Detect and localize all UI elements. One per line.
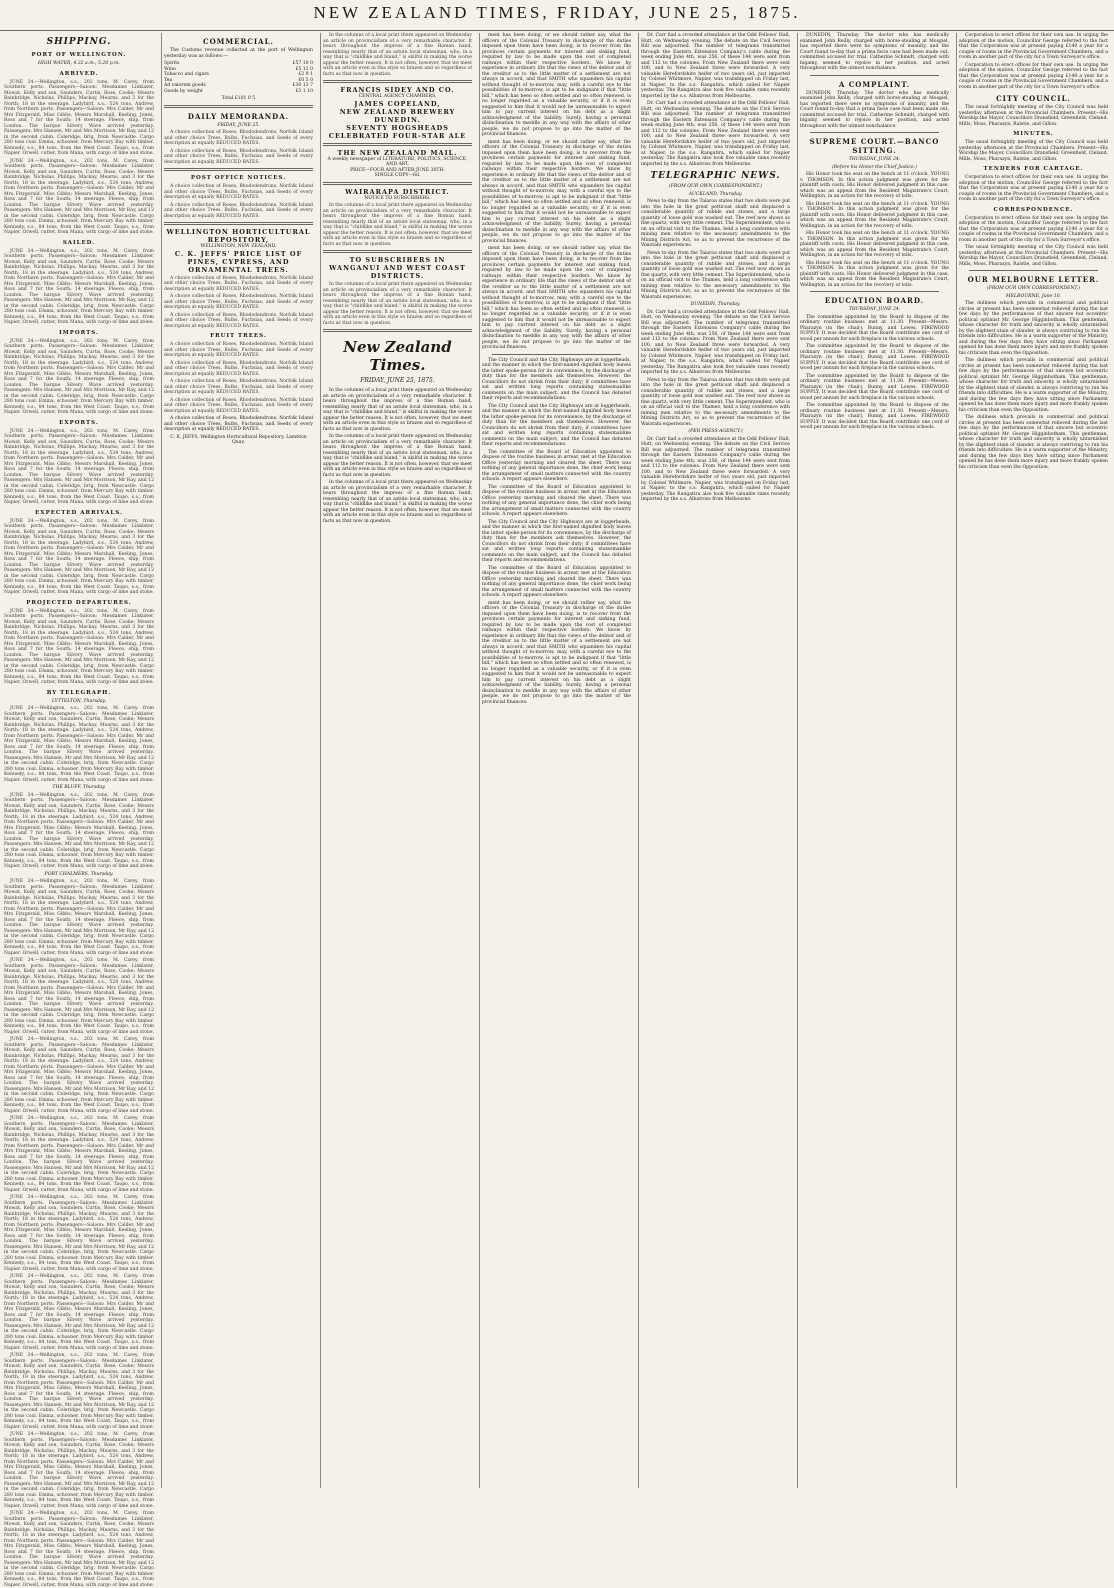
column-commercial: [161, 33, 315, 1488]
masthead: NEW ZEALAND TIMES, FRIDAY, JUNE 25, 1875.: [0, 0, 1114, 31]
customs-item: Ad valorem goods: [164, 83, 206, 88]
paper-title: New Zealand Times.: [343, 338, 452, 374]
customs-amount: £2 9 1: [298, 72, 313, 77]
post-text-2: A choice collection of Roses, Rhododendrons, Norfolk Island and other choice Trees, Bulbs, Fuchsias, and Seeds of every description at equally REDUCED RATES.: [164, 202, 313, 219]
sidey-sub: CENTRAL AGENCY CHAMBERS,: [358, 94, 437, 99]
education-text-4: The committee appointed by the Board to dispose of the ordinary routine business met at 11.30. Present—Messrs. Pharazyn (in the chair), Bunny, and Lowes. FIREWOOD SUPPLY. It was decided that the Board contribute one cord of wood per annum for each fireplace in the various schools.: [800, 403, 949, 430]
shipping-more-8: JUNE 24.—Wellington, s.s., 202 tons, M. Carey, from Southern ports. Passengers—Saloon: Mesdames Linklater, Mowat, Kelly and son, Saunders, Curtis, Rose, Cooke; Messrs Bainbridge, Nicholas, Phillips, Mackay, Mearns, and 3 for the North; 18 in the steerage. Ladybird, s.s., 524 tons, Andrew, from Northern ports. Passengers—Saloon: Mrs Calder, Mr and Mrs Fitzgerald, Miss Gibbs; Messrs Marshall, Keeling, Jones, Ross and 7 for the South; 14 steerage. Fleece, ship, from London. The barque Silvery Wave arrived yesterday. Passengers: Mrs Hansen, Mr and Mrs Morrison, Mr Ray, and 12 in the second cabin. Coleridge, brig, from Newcastle. Cargo 280 tons coal. Emma, schooner, from Mercury Bay with timber. Kennedy, s.s., 84 tons, from the West Coast. Taupo, s.s., from Napier. Orwell, cutter, from Mana, with cargo of lime and stone.: [4, 1511, 155, 1588]
customs-amount: £57 10 0: [292, 61, 313, 66]
projected-heading: PROJECTED DEPARTURES.: [26, 599, 132, 606]
lyttelton-dateline: LYTTELTON, Thursday.: [51, 698, 107, 704]
dunedin-text-2: News to-day from the Taiaroa states that two shots were put into the hole in the great petticoat shaft and displaced a considerable quantity of rubble and stones, and a large quantity of loose gold was washed out. The reef now shows as fine quartz, with very little cement. The Superintendent, who is on an official visit to the Thames, held a long conference with mining men relative to the necessary amendments to the Mining Districts Act, so as to prevent the recurrence of the Waiotahi experiences.: [641, 377, 790, 427]
customs-amount: £3 1 10: [295, 88, 313, 94]
hogsheads: SEVENTY HOGSHEADS: [346, 123, 449, 132]
ale-name: CELEBRATED FOUR-STAR ALE: [328, 131, 467, 140]
divider: [164, 105, 313, 108]
wairarapa-ad: [323, 188, 472, 202]
auckland-text-2: News to-day from the Taiaroa states that two shots were put into the hole in the great petticoat shaft and displaced a considerable quantity of rubble and stones, and a large quantity of loose gold was washed out. The reef now shows as fine quartz, with very little cement. The Superintendent, who is on an official visit to the Thames, held a long conference with mining men relative to the necessary amendments to the Mining Districts Act, so as to prevent the recurrence of the Waiotahi experiences.: [641, 250, 790, 300]
wanganui-ad: [323, 256, 472, 280]
jeffs-title: C. K. JEFFS' PRICE LIST OF PINES, CYPRESS, AND ORNAMENTAL TREES.: [174, 249, 303, 274]
shipping-heading: SHIPPING.: [46, 37, 112, 47]
education-note: The committee of the Board of Education appointed to dispose of the routine business in arrear, met at the Education Office yesterday morning and cleared the sheet. There was nothing of any general importance done, the chief work being the arrangement of small matters connected with the country schools. A report appears elsewhere.: [482, 449, 631, 482]
columns: [2, 33, 1112, 1588]
bluff-dateline: THE BLUFF, Thursday.: [52, 785, 106, 790]
city-council-heading: CITY COUNCIL.: [996, 94, 1071, 103]
wairarapa-title: WAIRARAPA DISTRICT.: [345, 187, 450, 196]
sidey-ad: [323, 86, 472, 140]
projected-text: JUNE 24.—Wellington, s.s., 202 tons, M. Carey, from Southern ports. Passengers—Saloon: Mesdames Linklater, Mowat, Kelly and son, Saunders, Curtis, Rose, Cooke; Messrs Bainbridge, Nicholas, Phillips, Mackay, Mearns, and 3 for the North; 18 in the steerage. Ladybird, s.s., 524 tons, Andrew, from Northern ports. Passengers—Saloon: Mrs Calder, Mr and Mrs Fitzgerald, Miss Gibbs; Messrs Marshall, Keeling, Jones, Ross and 7 for the South; 14 steerage. Fleece, ship, from London. The barque Silvery Wave arrived yesterday. Passengers: Mrs Hansen, Mr and Mrs Morrison, Mr Ray, and 12 in the second cabin. Coleridge, brig, from Newcastle. Cargo 280 tons coal. Emma, schooner, from Mercury Bay with timber. Kennedy, s.s., 84 tons, from the West Coast. Taupo, s.s., from Napier. Orwell, cutter, from Mana, with cargo of lime and stone.: [4, 608, 155, 685]
customs-amount: £30 13 7: [292, 83, 313, 88]
post-text: A choice collection of Roses, Rhododendrons, Norfolk Island and other choice Trees, Bulbs, Fuchsias, and Seeds of every description at equally REDUCED RATES.: [164, 184, 313, 200]
melbourne-text: The dullness which prevails in commercial and political circles at present has been somewhat relieved during the last few days by the performances of that sincere but eccentric political optimist Mr. George Higginbotham. This gentleman, whose character for truth and sincerity is wholly untarnished by the slightest stain of slander, is always contriving to run his friends into difficulties. He is a warm supporter of the Ministry, and during the few days they have sitting since Parliament opened he has done them more injury and more frankly spoken his criticism than even the Opposition.: [959, 301, 1108, 356]
brewery-name: NEW ZEALAND BREWERY DUNEDIN.: [339, 107, 456, 124]
sailed-text: JUNE 24.—Wellington, s.s., 202 tons, M. Carey, from Southern ports. Passengers—Saloon: Mesdames Linklater, Mowat, Kelly and son, Saunders, Curtis, Rose, Cooke; Messrs Bainbridge, Nicholas, Phillips, Mackay, Mearns, and 3 for the North; 18 in the steerage. Ladybird, s.s., 524 tons, Andrew, from Northern ports. Passengers—Saloon: Mrs Calder, Mr and Mrs Fitzgerald, Miss Gibbs; Messrs Marshall, Keeling, Jones, Ross and 7 for the South; 14 steerage. Fleece, ship, from London. The barque Silvery Wave arrived yesterday. Passengers: Mrs Hansen, Mr and Mrs Morrison, Mr Ray, and 12 in the second cabin. Coleridge, brig, from Newcastle. Cargo 280 tons coal. Emma, schooner, from Mercury Bay with timber. Kennedy, s.s., 84 tons, from the West Coast. Taupo, s.s., from Napier. Orwell, cutter, from Mana, with cargo of lime and stone.: [4, 248, 155, 325]
imports-heading: IMPORTS.: [59, 329, 99, 336]
melbourne-text-3: The dullness which prevails in commercial and political circles at present has been somewhat relieved during the last few days by the performances of that sincere but eccentric political optimist Mr. George Higginbotham. This gentleman, whose character for truth and sincerity is wholly untarnished by the slightest stain of slander, is always contriving to run his friends into difficulties. He is a warm supporter of the Ministry, and during the few days they have sitting since Parliament opened he has done them more injury and more frankly spoken his criticism than even the Opposition.: [959, 415, 1108, 470]
memo-date: FRIDAY, JUNE 25.: [217, 122, 260, 128]
divider: [810, 75, 939, 76]
hort-sub: WELLINGTON, NEW ZEALAND.: [200, 244, 277, 249]
council-text: The usual fortnightly meeting of the City Council was held yesterday afternoon at the Provincial Chambers. Present—His Worship the Mayor, Councillors Dransfield, Greenfield, Cleland, Mills, Moss, Pharazyn, Ralstie, and Gillon.: [959, 105, 1108, 127]
memo-text-2: A choice collection of Roses, Rhododendrons, Norfolk Island and other choice Trees, Bulbs, Fuchsias, and Seeds of every description at equally REDUCED RATES.: [164, 148, 313, 165]
supreme-heading: SUPREME COURT.—BANCO SITTING.: [809, 137, 940, 155]
sidey-title: FRANCIS SIDEY AND CO.: [340, 86, 455, 94]
port-heading: PORT OF WELLINGTON.: [31, 52, 127, 58]
imports-text: JUNE 24.—Wellington, s.s., 202 tons, M. Carey, from Southern ports. Passengers—Saloon: Mesdames Linklater, Mowat, Kelly and son, Saunders, Curtis, Rose, Cooke; Messrs Bainbridge, Nicholas, Phillips, Mackay, Mearns, and 3 for the North; 18 in the steerage. Ladybird, s.s., 524 tons, Andrew, from Northern ports. Passengers—Saloon: Mrs Calder, Mr and Mrs Fitzgerald, Miss Gibbs; Messrs Marshall, Keeling, Jones, Ross and 7 for the South; 14 steerage. Fleece, ship, from London. The barque Silvery Wave arrived yesterday. Passengers: Mrs Hansen, Mr and Mrs Morrison, Mr Ray, and 12 in the second cabin. Coleridge, brig, from Newcastle. Cargo 280 tons coal. Emma, schooner, from Mercury Bay with timber. Kennedy, s.s., 84 tons, from the West Coast. Taupo, s.s., from Napier. Orwell, cutter, from Mana, with cargo of lime and stone.: [4, 338, 155, 415]
column-shipping: [2, 33, 156, 1588]
exports-text: JUNE 24.—Wellington, s.s., 202 tons, M. Carey, from Southern ports. Passengers—Saloon: Mesdames Linklater, Mowat, Kelly and son, Saunders, Curtis, Rose, Cooke; Messrs Bainbridge, Nicholas, Phillips, Mackay, Mearns, and 3 for the North; 18 in the steerage. Ladybird, s.s., 524 tons, Andrew, from Northern ports. Passengers—Saloon: Mrs Calder, Mr and Mrs Fitzgerald, Miss Gibbs; Messrs Marshall, Keeling, Jones, Ross and 7 for the South; 14 steerage. Fleece, ship, from London. The barque Silvery Wave arrived yesterday. Passengers: Mrs Hansen, Mr and Mrs Morrison, Mr Ray, and 12 in the second cabin. Coleridge, brig, from Newcastle. Cargo 280 tons coal. Emma, schooner, from Mercury Bay with timber. Kennedy, s.s., 84 tons, from the West Coast. Taupo, s.s., from Napier. Orwell, cutter, from Mana, with cargo of lime and stone.: [4, 428, 155, 505]
education-text: The committee appointed by the Board to dispose of the ordinary routine business met at 11.30. Present—Messrs. Pharazyn (in the chair), Bunny, and Lowes. FIREWOOD SUPPLY. It was decided that the Board contribute one cord of wood per annum for each fireplace in the various schools.: [800, 314, 949, 342]
mail-sub: A weekly newspaper of LITERATURE, POLITICS, SCIENCE, AND ART.: [327, 156, 468, 167]
arrived-text-repeat: JUNE 24.—Wellington, s.s., 202 tons, M. Carey, from Southern ports. Passengers—Saloon: Mesdames Linklater, Mowat, Kelly and son, Saunders, Curtis, Rose, Cooke; Messrs Bainbridge, Nicholas, Phillips, Mackay, Mearns, and 3 for the North; 18 in the steerage. Ladybird, s.s., 524 tons, Andrew, from Northern ports. Passengers—Saloon: Mrs Calder, Mr and Mrs Fitzgerald, Miss Gibbs; Messrs Marshall, Keeling, Jones, Ross and 7 for the South; 14 steerage. Fleece, ship, from London. The barque Silvery Wave arrived yesterday. Passengers: Mrs Hansen, Mr and Mrs Morrison, Mr Ray, and 12 in the second cabin. Coleridge, brig, from Newcastle. Cargo 280 tons coal. Emma, schooner, from Mercury Bay with timber. Kennedy, s.s., 84 tons, from the West Coast. Taupo, s.s., from Napier. Orwell, cutter, from Mana, with cargo of lime and stone.: [4, 158, 155, 235]
leader-continued: ment has been doing, or we should rather say, what the officers of the Colonial Treasury in discharge of the duties imposed upon them have been doing, is to recover from the provinces certain payments for interest and sinking fund, required by law to be made upon the cost of completed railways within their respective borders. We know by experience in ordinary life that the views of the debtor and of the creditor as to the little matter of a settlement are not always in accord, and that SMITH who squanders his capital without thought of to-morrow, may, with a careful eye to the possibilities of to-morrow, is apt to be indignant if that "little bill," which has been so often settled and so often renewed, is no longer regarded as a valuable security, or if it is even suggested to him that it would not be unreasonable to expect him to pay current interest on his debt as a slight acknowledgment of the liability. Surely, having a personal disinclination to meddle in any way with the affairs of other people, we do not propose to go into the matter of the provincial finances.: [482, 33, 631, 137]
leader-text-3: In the columns of a local print there appeared on Wednesday an article on provincialism of a very remarkable character. It bears throughout the impress of a fine Roman hand, resembling nearly that of an astute local statesman, who, in a way that is "childlike and bland," is skilful in making the worse appear the better reason. It is not often, however, that we meet with an article even in this style so brazen and so regardless of facts as that now in question.: [323, 480, 472, 524]
telegraph-heading: BY TELEGRAPH.: [46, 689, 112, 696]
supreme-text-3: His Honor took his seat on the bench at 11 o'clock. YOUNG v. THOMSON. In this action judgment was given for the plaintiff with costs. His Honor delivered judgment in this case, which was an appeal from the Resident Magistrate's Court, Wellington, in an action for the recovery of tolls.: [800, 231, 949, 258]
column-leader: [479, 33, 633, 1488]
fruit-list-4: A choice collection of Roses, Rhododendrons, Norfolk Island and other choice Trees, Bulbs, Fuchsias, and Seeds of every description at equally REDUCED RATES.: [164, 397, 313, 414]
column-telegraphic: [638, 33, 792, 1488]
dunedin-dateline: DUNEDIN, Thursday.: [690, 302, 741, 307]
customs-amount: £0 5 0: [298, 77, 313, 83]
fruit-heading: FRUIT TREES.: [210, 333, 267, 339]
price-list-3: A choice collection of Roses, Rhododendrons, Norfolk Island and other choice Trees, Bulbs, Fuchsias, and Seeds of every description at equally REDUCED RATES.: [164, 312, 313, 329]
misc-note-3: ment has been doing, or we should rather say, what the officers of the Colonial Treasury in discharge of the duties imposed upon them have been doing, is to recover from the provinces certain payments for interest and sinking fund, required by law to be made upon the cost of completed railways within their respective borders. We know by experience in ordinary life that the views of the debtor and of the creditor as to the little matter of a settlement are not always in accord, and that SMITH who squanders his capital without thought of to-morrow, may, with a careful eye to the possibilities of to-morrow, is apt to be indignant if that "little bill," which has been so often settled and so often renewed, is no longer regarded as a valuable security, or if it is even suggested to him that it would not be unreasonable to expect him to pay current interest on his debt as a slight acknowledgment of the liability. Surely, having a personal disinclination to meddle in any way with the affairs of other people, we do not propose to go into the matter of the provincial finances.: [482, 600, 631, 705]
hort-ad: [164, 228, 313, 274]
column-courts: [797, 33, 951, 1488]
memo-heading: DAILY MEMORANDA.: [187, 111, 290, 121]
telegraphic-source: (FROM OUR OWN CORRESPONDENT.): [668, 184, 763, 189]
paper-date: FRIDAY, JUNE 25, 1875.: [360, 377, 435, 384]
commercial-heading: COMMERCIAL.: [203, 37, 274, 46]
price-list-2: A choice collection of Roses, Rhododendrons, Norfolk Island and other choice Trees, Bulbs, Fuchsias, and Seeds of every description at equally REDUCED RATES.: [164, 294, 313, 310]
supreme-text: His Honor took his seat on the bench at 11 o'clock. YOUNG v. THOMSON. In this action judgment was given for the plaintiff with costs. His Honor delivered judgment in this case, which was an appeal from the Resident Magistrate's Court, Wellington, in an action for the recovery of tolls.: [800, 172, 949, 199]
local-news: Dr. Carr had a crowded attendance at the Odd Fellows' Hall, Hutt, on Wednesday evening. The debate on the Civil Service Bill was adjourned. The number of telegrams transmitted through the Eastern Extension Company's cable during the week ending June 4th, was 256, of these 144 were sent from and 112 to the colonies. From New Zealand there were sent 100, and to New Zealand three were forwarded. A very valuable Herefordshire heifer of two years old, just imported by Colonel Whitmore, Napier, was transhipped on Friday last, at Napier, to the s.s. Rangatira, which sailed for Napier yesterday. The Rangatira also took five valuable rams recently imported by the s.s. Albatross from Melbourne.: [641, 33, 790, 99]
misc-note-1: The City Council and the City Highways are at loggerheads, and the manner in which the first-named dignified body leaves the latter spoke-person for its convenience, by the discharge of duty than for the members ask themselves. However, the Councillors do not shrink from their duty; if committees have sat and written long reports containing statesmanlike comments on the main subject, and the Council has debated their reports and recommendations.: [482, 519, 631, 563]
price-list-1: A choice collection of Roses, Rhododendrons, Norfolk Island and other choice Trees, Bulbs, Fuchsias, and Seeds of every description at equally REDUCED RATES.: [164, 275, 313, 292]
divider: [323, 182, 472, 185]
wanganui-text: In the columns of a local print there appeared on Wednesday an article on provincialism of a very remarkable character. It bears throughout the impress of a fine Roman hand, resembling nearly that of an astute local statesman, who, in a way that is "childlike and bland," is skilful in making the worse appear the better reason. It is not often, however, that we meet with an article even in this style so brazen and so regardless of facts as that now in question.: [323, 282, 472, 326]
arrived-heading: ARRIVED.: [59, 70, 99, 77]
table-row: [164, 89, 313, 95]
divider: [323, 80, 472, 83]
mail-single: SINGLE COPY—6d.: [374, 173, 421, 178]
education-text-2: The committee appointed by the Board to dispose of the ordinary routine business met at 11.30. Present—Messrs. Pharazyn (in the chair), Bunny, and Lowes. FIREWOOD SUPPLY. It was decided that the Board contribute one cord of wood per annum for each fireplace in the various schools.: [800, 344, 949, 371]
jeffs-note: A choice collection of Roses, Rhododendrons, Norfolk Island and other choice Trees, Bulbs, Fuchsias, and Seeds of every description at equally REDUCED RATES.: [164, 416, 313, 432]
exports-heading: EXPORTS.: [59, 419, 99, 426]
melbourne-text-2: The dullness which prevails in commercial and political circles at present has been somewhat relieved during the last few days by the performances of that sincere but eccentric political optimist Mr. George Higginbotham. This gentleman, whose character for truth and sincerity is wholly untarnished by the slightest stain of slander, is always contriving to run his friends into difficulties. He is a warm supporter of the Ministry, and during the few days they have sitting since Parliament opened he has done them more injury and more frankly spoken his criticism than even the Opposition.: [959, 358, 1108, 413]
post-heading: POST OFFICE NOTICES.: [190, 175, 287, 181]
customs-intro: The Customs revenue collected at the port of Wellington yesterday was as follows:—: [164, 48, 313, 59]
divider: [492, 354, 621, 355]
chalmers-dateline: PORT CHALMERS, Thursday.: [44, 871, 114, 877]
column-council: [956, 33, 1110, 1488]
shipping-more-4: JUNE 24.—Wellington, s.s., 202 tons, M. Carey, from Southern ports. Passengers—Saloon: Mesdames Linklater, Mowat, Kelly and son, Saunders, Curtis, Rose, Cooke; Messrs Bainbridge, Nicholas, Phillips, Mackay, Mearns, and 3 for the North; 18 in the steerage. Ladybird, s.s., 524 tons, Andrew, from Northern ports. Passengers—Saloon: Mrs Calder, Mr and Mrs Fitzgerald, Miss Gibbs; Messrs Marshall, Keeling, Jones, Ross and 7 for the South; 14 steerage. Fleece, ship, from London. The barque Silvery Wave arrived yesterday. Passengers: Mrs Hansen, Mr and Mrs Morrison, Mr Ray, and 12 in the second cabin. Coleridge, brig, from Newcastle. Cargo 280 tons coal. Emma, schooner, from Mercury Bay with timber. Kennedy, s.s., 84 tons, from the West Coast. Taupo, s.s., from Napier. Orwell, cutter, from Mana, with cargo of lime and stone.: [4, 1195, 155, 1272]
city-note-2: The City Council and the City Highways are at loggerheads, and the manner in which the first-named dignified body leaves the latter spoke-person for its convenience, by the discharge of duty than for the members ask themselves. However, the Councillors do not shrink from their duty; if committees have sat and written long reports containing statesmanlike comments on the main subject, and the Council has debated their reports and recommendations.: [482, 403, 631, 447]
divider: [323, 250, 472, 253]
fruit-list-2: A choice collection of Roses, Rhododendrons, Norfolk Island and other choice Trees, Bulbs, Fuchsias, and Seeds of every description at equally REDUCED RATES.: [164, 360, 313, 377]
melbourne-date: MELBOURNE, June 10.: [1005, 293, 1062, 299]
complaint-heading: A COMPLAINT.: [838, 79, 911, 89]
education-date: THURSDAY, JUNE 24.: [848, 307, 901, 312]
ads-text-top: In the columns of a local print there appeared on Wednesday an article on provincialism of a very remarkable character. It bears throughout the impress of a fine Roman hand, resembling nearly that of an astute local statesman, who, in a way that is "childlike and bland," is skilful in making the worse appear the better reason. It is not often, however, that we meet with an article even in this style so brazen and so regardless of facts as that now in question.: [323, 33, 472, 77]
wairarapa-text: In the columns of a local print there appeared on Wednesday an article on provincialism of a very remarkable character. It bears throughout the impress of a fine Roman hand, resembling nearly that of an astute local statesman, who, in a way that is "childlike and bland," is skilful in making the worse appear the better reason. It is not often, however, that we meet with an article even in this style so brazen and so regardless of facts as that now in question.: [323, 203, 472, 247]
leader-continued-3: ment has been doing, or we should rather say, what the officers of the Colonial Treasury in discharge of the duties imposed upon them have been doing, is to recover from the provinces certain payments for interest and sinking fund, required by law to be made upon the cost of completed railways within their respective borders. We know by experience in ordinary life that the views of the debtor and of the creditor as to the little matter of a settlement are not always in accord, and that SMITH who squanders his capital without thought of to-morrow, may, with a careful eye to the possibilities of to-morrow, is apt to be indignant if that "little bill," which has been so often settled and so often renewed, is no longer regarded as a valuable security, or if it is even suggested to him that it would not be unreasonable to expect him to pay current interest on his debt as a slight acknowledgment of the liability. Surely, having a personal disinclination to meddle in any way with the affairs of other people, we do not propose to go into the matter of the provincial finances.: [482, 246, 631, 350]
auckland-text: News to-day from the Taiaroa states that two shots were put into the hole in the great petticoat shaft and displaced a considerable quantity of rubble and stones, and a large quantity of loose gold was washed out. The reef now shows as fine quartz, with very little cement. The Superintendent, who is on an official visit to the Thames, held a long conference with mining men relative to the necessary amendments to the Mining Districts Act, so as to prevent the recurrence of the Waiotahi experiences.: [641, 199, 790, 248]
column-ads: [320, 33, 474, 1488]
divider: [164, 168, 313, 171]
education-text-3: The committee appointed by the Board to dispose of the ordinary routine business met at 11.30. Present—Messrs. Pharazyn (in the chair), Bunny, and Lowes. FIREWOOD SUPPLY. It was decided that the Board contribute one cord of wood per annum for each fireplace in the various schools.: [800, 373, 949, 401]
council-carryover: Corporation to erect offices for their own use. In urging the adoption of the motion, Councillor George referred to the fact that the Corporation was at present paying £140 a year for a couple of rooms in the Provincial Government Chambers, and a room in another part of the city for a Town Surveyor's office.: [959, 33, 1108, 60]
supreme-date: THURSDAY, JUNE 24.: [848, 157, 901, 162]
divider: [810, 132, 939, 133]
hort-title: WELLINGTON HORTICULTURAL REPOSITORY,: [166, 228, 311, 244]
customs-item: Goods by weight: [164, 88, 203, 94]
dunedin-court: DUNEDIN, Thursday. The doctor who has medically examined John Reilly, charged with horse-stealing at Mosgiel, has reported there were no symptoms of insanity, and the Court found to-day that a prima facie case had been made out, committed accused for trial. Catherine Schmidt, charged with bigamy, seemed to rejoice in her position, and acted throughout with the utmost nonchalance.: [800, 33, 949, 71]
copeland-name: JAMES COPELAND,: [354, 99, 441, 108]
council-carryover-2: Corporation to erect offices for their own use. In urging the adoption of the motion, Councillor George referred to the fact that the Corporation was at present paying £140 a year for a couple of rooms in the Provincial Government Chambers, and a room in another part of the city for a Town Surveyor's office.: [959, 62, 1108, 90]
shipping-more-5: JUNE 24.—Wellington, s.s., 202 tons, M. Carey, from Southern ports. Passengers—Saloon: Mesdames Linklater, Mowat, Kelly and son, Saunders, Curtis, Rose, Cooke; Messrs Bainbridge, Nicholas, Phillips, Mackay, Mearns, and 3 for the North; 18 in the steerage. Ladybird, s.s., 524 tons, Andrew, from Northern ports. Passengers—Saloon: Mrs Calder, Mr and Mrs Fitzgerald, Miss Gibbs; Messrs Marshall, Keeling, Jones, Ross and 7 for the South; 14 steerage. Fleece, ship, from London. The barque Silvery Wave arrived yesterday. Passengers: Mrs Hansen, Mr and Mrs Morrison, Mr Ray, and 12 in the second cabin. Coleridge, brig, from Newcastle. Cargo 280 tons coal. Emma, schooner, from Mercury Bay with timber. Kennedy, s.s., 84 tons, from the West Coast. Taupo, s.s., from Napier. Orwell, cutter, from Mana, with cargo of lime and stone.: [4, 1274, 155, 1351]
customs-amount: £5 11 0: [295, 66, 313, 72]
press-text: Dr. Carr had a crowded attendance at the Odd Fellows' Hall, Hutt, on Wednesday evening. The debate on the Civil Service Bill was adjourned. The number of telegrams transmitted through the Eastern Extension Company's cable during the week ending June 4th, was 256, of these 144 were sent from and 112 to the colonies. From New Zealand there were sent 100, and to New Zealand three were forwarded. A very valuable Herefordshire heifer of two years old, just imported by Colonel Whitmore, Napier, was transhipped on Friday last, at Napier, to the s.s. Rangatira, which sailed for Napier yesterday. The Rangatira also took five valuable rams recently imported by the s.s. Albatross from Melbourne.: [641, 436, 790, 502]
jeffs-signature: C. K. JEFFS, Wellington Horticultural Repository, Lambton Quay.: [170, 434, 307, 445]
divider: [969, 270, 1098, 271]
education-note-2: The committee of the Board of Education appointed to dispose of the routine business in arrear, met at the Education Office yesterday morning and cleared the sheet. There was nothing of any general importance done, the chief work being the arrangement of small matters connected with the country schools. A report appears elsewhere.: [482, 484, 631, 517]
tenders-text: Corporation to erect offices for their own use. In urging the adoption of the motion, Councillor George referred to the fact that the Corporation was at present paying £140 a year for a couple of rooms in the Provincial Government Chambers, and a room in another part of the city for a Town Surveyor's office.: [959, 175, 1108, 202]
expected-heading: EXPECTED ARRIVALS.: [35, 509, 123, 516]
chalmers-text: JUNE 24.—Wellington, s.s., 202 tons, M. Carey, from Southern ports. Passengers—Saloon: Mesdames Linklater, Mowat, Kelly and son, Saunders, Curtis, Rose, Cooke; Messrs Bainbridge, Nicholas, Phillips, Mackay, Mearns, and 3 for the North; 18 in the steerage. Ladybird, s.s., 524 tons, Andrew, from Northern ports. Passengers—Saloon: Mrs Calder, Mr and Mrs Fitzgerald, Miss Gibbs; Messrs Marshall, Keeling, Jones, Ross and 7 for the South; 14 steerage. Fleece, ship, from London. The barque Silvery Wave arrived yesterday. Passengers: Mrs Hansen, Mr and Mrs Morrison, Mr Ray, and 12 in the second cabin. Coleridge, brig, from Newcastle. Cargo 280 tons coal. Emma, schooner, from Mercury Bay with timber. Kennedy, s.s., 84 tons, from the West Coast. Taupo, s.s., from Napier. Orwell, cutter, from Mana, with cargo of lime and stone.: [4, 879, 155, 956]
shipping-more-7: JUNE 24.—Wellington, s.s., 202 tons, M. Carey, from Southern ports. Passengers—Saloon: Mesdames Linklater, Mowat, Kelly and son, Saunders, Curtis, Rose, Cooke; Messrs Bainbridge, Nicholas, Phillips, Mackay, Mearns, and 3 for the North; 18 in the steerage. Ladybird, s.s., 524 tons, Andrew, from Northern ports. Passengers—Saloon: Mrs Calder, Mr and Mrs Fitzgerald, Miss Gibbs; Messrs Marshall, Keeling, Jones, Ross and 7 for the South; 14 steerage. Fleece, ship, from London. The barque Silvery Wave arrived yesterday. Passengers: Mrs Hansen, Mr and Mrs Morrison, Mr Ray, and 12 in the second cabin. Coleridge, brig, from Newcastle. Cargo 280 tons coal. Emma, schooner, from Mercury Bay with timber. Kennedy, s.s., 84 tons, from the West Coast. Taupo, s.s., from Napier. Orwell, cutter, from Mana, with cargo of lime and stone.: [4, 1432, 155, 1509]
divider: [164, 222, 313, 225]
shipping-more-3: JUNE 24.—Wellington, s.s., 202 tons, M. Carey, from Southern ports. Passengers—Saloon: Mesdames Linklater, Mowat, Kelly and son, Saunders, Curtis, Rose, Cooke; Messrs Bainbridge, Nicholas, Phillips, Mackay, Mearns, and 3 for the North; 18 in the steerage. Ladybird, s.s., 524 tons, Andrew, from Northern ports. Passengers—Saloon: Mrs Calder, Mr and Mrs Fitzgerald, Miss Gibbs; Messrs Marshall, Keeling, Jones, Ross and 7 for the South; 14 steerage. Fleece, ship, from London. The barque Silvery Wave arrived yesterday. Passengers: Mrs Hansen, Mr and Mrs Morrison, Mr Ray, and 12 in the second cabin. Coleridge, brig, from Newcastle. Cargo 280 tons coal. Emma, schooner, from Mercury Bay with timber. Kennedy, s.s., 84 tons, from the West Coast. Taupo, s.s., from Napier. Orwell, cutter, from Mana, with cargo of lime and stone.: [4, 1116, 155, 1193]
auckland-dateline: AUCKLAND, Thursday.: [688, 191, 743, 197]
correspondence-text-2: The usual fortnightly meeting of the City Council was held yesterday afternoon at the Provincial Chambers. Present—His Worship the Mayor, Councillors Dransfield, Greenfield, Cleland, Mills, Moss, Pharazyn, Ralstie, and Gillon.: [959, 245, 1108, 267]
mail-ad: [323, 149, 472, 179]
leader-text: In the columns of a local print there appeared on Wednesday an article on provincialism of a very remarkable character. It bears throughout the impress of a fine Roman hand, resembling nearly that of an astute local statesman, who, in a way that is "childlike and bland," is skilful in making the worse appear the better reason. It is not often, however, that we meet with an article even in this style so brazen and so regardless of facts as that now in question.: [323, 388, 472, 432]
divider: [323, 143, 472, 146]
press-agency: (PER PRESS AGENCY.): [688, 429, 743, 434]
memo-text: A choice collection of Roses, Rhododendrons, Norfolk Island and other choice Trees, Bulbs, Fuchsias, and Seeds of every description at equally REDUCED RATES.: [164, 130, 313, 146]
melbourne-heading: OUR MELBOURNE LETTER.: [967, 275, 1100, 284]
bluff-text: JUNE 24.—Wellington, s.s., 202 tons, M. Carey, from Southern ports. Passengers—Saloon: Mesdames Linklater, Mowat, Kelly and son, Saunders, Curtis, Rose, Cooke; Messrs Bainbridge, Nicholas, Phillips, Mackay, Mearns, and 3 for the North; 18 in the steerage. Ladybird, s.s., 524 tons, Andrew, from Northern ports. Passengers—Saloon: Mrs Calder, Mr and Mrs Fitzgerald, Miss Gibbs; Messrs Marshall, Keeling, Jones, Ross and 7 for the South; 14 steerage. Fleece, ship, from London. The barque Silvery Wave arrived yesterday. Passengers: Mrs Hansen, Mr and Mrs Morrison, Mr Ray, and 12 in the second cabin. Coleridge, brig, from Newcastle. Cargo 280 tons coal. Emma, schooner, from Mercury Bay with timber. Kennedy, s.s., 84 tons, from the West Coast. Taupo, s.s., from Napier. Orwell, cutter, from Mana, with cargo of lime and stone.: [4, 792, 155, 869]
minutes-text: The usual fortnightly meeting of the City Council was held yesterday afternoon at the Provincial Chambers. Present—His Worship the Mayor, Councillors Dransfield, Greenfield, Cleland, Mills, Moss, Pharazyn, Ralstie, and Gillon.: [959, 140, 1108, 162]
correspondence-heading: CORRESPONDENCE.: [993, 206, 1074, 213]
correspondence-text: Corporation to erect offices for their own use. In urging the adoption of the motion, Councillor George referred to the fact that the Corporation was at present paying £140 a year for a couple of rooms in the Provincial Government Chambers, and a room in another part of the city for a Town Surveyor's office.: [959, 215, 1108, 243]
shipping-more-1: JUNE 24.—Wellington, s.s., 202 tons, M. Carey, from Southern ports. Passengers—Saloon: Mesdames Linklater, Mowat, Kelly and son, Saunders, Curtis, Rose, Cooke; Messrs Bainbridge, Nicholas, Phillips, Mackay, Mearns, and 3 for the North; 18 in the steerage. Ladybird, s.s., 524 tons, Andrew, from Northern ports. Passengers—Saloon: Mrs Calder, Mr and Mrs Fitzgerald, Miss Gibbs; Messrs Marshall, Keeling, Jones, Ross and 7 for the South; 14 steerage. Fleece, ship, from London. The barque Silvery Wave arrived yesterday. Passengers: Mrs Hansen, Mr and Mrs Morrison, Mr Ray, and 12 in the second cabin. Coleridge, brig, from Newcastle. Cargo 280 tons coal. Emma, schooner, from Mercury Bay with timber. Kennedy, s.s., 84 tons, from the West Coast. Taupo, s.s., from Napier. Orwell, cutter, from Mana, with cargo of lime and stone.: [4, 958, 155, 1035]
fruit-list-3: A choice collection of Roses, Rhododendrons, Norfolk Island and other choice Trees, Bulbs, Fuchsias, and Seeds of every description at equally REDUCED RATES.: [164, 379, 313, 395]
high-water: HIGH WATER, 4.32 a.m.; 5.20 p.m.: [38, 61, 120, 66]
customs-table: [164, 61, 313, 94]
mail-price: PRICE—FOUR AND AFTER JUNE 30TH.: [350, 167, 445, 173]
leader-text-2: In the columns of a local print there appeared on Wednesday an article on provincialism of a very remarkable character. It bears throughout the impress of a fine Roman hand, resembling nearly that of an astute local statesman, who, in a way that is "childlike and bland," is skilful in making the worse appear the better reason. It is not often, however, that we meet with an article even in this style so brazen and so regardless of facts as that now in question.: [323, 434, 472, 478]
customs-total: Total £101 0 5: [221, 96, 256, 101]
melbourne-source: (FROM OUR OWN CORRESPONDENT.): [986, 286, 1081, 291]
complaint-text: DUNEDIN, Thursday. The doctor who has medically examined John Reilly, charged with horse-stealing at Mosgiel, has reported there were no symptoms of insanity, and the Court found to-day that a prima facie case had been made out, committed accused for trial. Catherine Schmidt, charged with bigamy, seemed to rejoice in her position, and acted throughout with the utmost nonchalance.: [800, 90, 949, 129]
divider: [323, 329, 472, 332]
fruit-list-1: A choice collection of Roses, Rhododendrons, Norfolk Island and other choice Trees, Bulbs, Fuchsias, and Seeds of every description at equally REDUCED RATES.: [164, 342, 313, 358]
shipping-more-6: JUNE 24.—Wellington, s.s., 202 tons, M. Carey, from Southern ports. Passengers—Saloon: Mesdames Linklater, Mowat, Kelly and son, Saunders, Curtis, Rose, Cooke; Messrs Bainbridge, Nicholas, Phillips, Mackay, Mearns, and 3 for the North; 18 in the steerage. Ladybird, s.s., 524 tons, Andrew, from Northern ports. Passengers—Saloon: Mrs Calder, Mr and Mrs Fitzgerald, Miss Gibbs; Messrs Marshall, Keeling, Jones, Ross and 7 for the South; 14 steerage. Fleece, ship, from London. The barque Silvery Wave arrived yesterday. Passengers: Mrs Hansen, Mr and Mrs Morrison, Mr Ray, and 12 in the second cabin. Coleridge, brig, from Newcastle. Cargo 280 tons coal. Emma, schooner, from Mercury Bay with timber. Kennedy, s.s., 84 tons, from the West Coast. Taupo, s.s., from Napier. Orwell, cutter, from Mana, with cargo of lime and stone.: [4, 1353, 155, 1430]
divider: [810, 291, 939, 292]
lyttelton-text: JUNE 24.—Wellington, s.s., 202 tons, M. Carey, from Southern ports. Passengers—Saloon: Mesdames Linklater, Mowat, Kelly and son, Saunders, Curtis, Rose, Cooke; Messrs Bainbridge, Nicholas, Phillips, Mackay, Mearns, and 3 for the North; 18 in the steerage. Ladybird, s.s., 524 tons, Andrew, from Northern ports. Passengers—Saloon: Mrs Calder, Mr and Mrs Fitzgerald, Miss Gibbs; Messrs Marshall, Keeling, Jones, Ross and 7 for the South; 14 steerage. Fleece, ship, from London. The barque Silvery Wave arrived yesterday. Passengers: Mrs Hansen, Mr and Mrs Morrison, Mr Ray, and 12 in the second cabin. Coleridge, brig, from Newcastle. Cargo 280 tons coal. Emma, schooner, from Mercury Bay with timber. Kennedy, s.s., 84 tons, from the West Coast. Taupo, s.s., from Napier. Orwell, cutter, from Mana, with cargo of lime and stone.: [4, 706, 155, 783]
local-news-2: Dr. Carr had a crowded attendance at the Odd Fellows' Hall, Hutt, on Wednesday evening. The debate on the Civil Service Bill was adjourned. The number of telegrams transmitted through the Eastern Extension Company's cable during the week ending June 4th, was 256, of these 144 were sent from and 112 to the colonies. From New Zealand there were sent 100, and to New Zealand three were forwarded. A very valuable Herefordshire heifer of two years old, just imported by Colonel Whitmore, Napier, was transhipped on Friday last, at Napier, to the s.s. Rangatira, which sailed for Napier yesterday. The Rangatira also took five valuable rams recently imported by the s.s. Albatross from Melbourne.: [641, 101, 790, 167]
wairarapa-sub: NOTICE TO SUBSCRIBERS.: [364, 195, 431, 201]
leader-continued-2: ment has been doing, or we should rather say, what the officers of the Colonial Treasury in discharge of the duties imposed upon them have been doing, is to recover from the provinces certain payments for interest and sinking fund, required by law to be made upon the cost of completed railways within their respective borders. We know by experience in ordinary life that the views of the debtor and of the creditor as to the little matter of a settlement are not always in accord, and that SMITH who squanders his capital without thought of to-morrow, may, with a careful eye to the possibilities of to-morrow, is apt to be indignant if that "little bill," which has been so often settled and so often renewed, is no longer regarded as a valuable security, or if it is even suggested to him that it would not be unreasonable to expect him to pay current interest on his debt as a slight acknowledgment of the liability. Surely, having a personal disinclination to meddle in any way with the affairs of other people, we do not propose to go into the matter of the provincial finances.: [482, 139, 631, 244]
arrived-text: JUNE 24.—Wellington, s.s., 202 tons, M. Carey, from Southern ports. Passengers—Saloon: Mesdames Linklater, Mowat, Kelly and son, Saunders, Curtis, Rose, Cooke; Messrs Bainbridge, Nicholas, Phillips, Mackay, Mearns, and 3 for the North; 18 in the steerage. Ladybird, s.s., 524 tons, Andrew, from Northern ports. Passengers—Saloon: Mrs Calder, Mr and Mrs Fitzgerald, Miss Gibbs; Messrs Marshall, Keeling, Jones, Ross and 7 for the South; 14 steerage. Fleece, ship, from London. The barque Silvery Wave arrived yesterday. Passengers: Mrs Hansen, Mr and Mrs Morrison, Mr Ray, and 12 in the second cabin. Coleridge, brig, from Newcastle. Cargo 280 tons coal. Emma, schooner, from Mercury Bay with timber. Kennedy, s.s., 84 tons, from the West Coast. Taupo, s.s., from Napier. Orwell, cutter, from Mana, with cargo of lime and stone.: [4, 79, 155, 156]
supreme-text-2: His Honor took his seat on the bench at 11 o'clock. YOUNG v. THOMSON. In this action judgment was given for the plaintiff with costs. His Honor delivered judgment in this case, which was an appeal from the Resident Magistrate's Court, Wellington, in an action for the recovery of tolls.: [800, 201, 949, 229]
dunedin-text: Dr. Carr had a crowded attendance at the Odd Fellows' Hall, Hutt, on Wednesday evening. The debate on the Civil Service Bill was adjourned. The number of telegrams transmitted through the Eastern Extension Company's cable during the week ending June 4th, was 256, of these 144 were sent from and 112 to the colonies. From New Zealand there were sent 100, and to New Zealand three were forwarded. A very valuable Herefordshire heifer of two years old, just imported by Colonel Whitmore, Napier, was transhipped on Friday last, at Napier, to the s.s. Rangatira, which sailed for Napier yesterday. The Rangatira also took five valuable rams recently imported by the s.s. Albatross from Melbourne.: [641, 309, 790, 375]
wanganui-title: TO SUBSCRIBERS IN WANGANUI AND WEST COAST DISTRICTS.: [329, 256, 466, 280]
education-heading: EDUCATION BOARD.: [824, 296, 925, 305]
minutes-heading: MINUTES.: [1013, 131, 1054, 137]
city-note: The City Council and the City Highways are at loggerheads, and the manner in which the first-named dignified body leaves the latter spoke-person for its convenience, by the discharge of duty than for the members ask themselves. However, the Councillors do not shrink from their duty; if committees have sat and written long reports containing statesmanlike comments on the main subject, and the Council has debated their reports and recommendations.: [482, 357, 631, 401]
misc-note-2: The committee of the Board of Education appointed to dispose of the routine business in arrear, met at the Education Office yesterday morning and cleared the sheet. There was nothing of any general importance done, the chief work being the arrangement of small matters connected with the country schools. A report appears elsewhere.: [482, 565, 631, 598]
expected-text: JUNE 24.—Wellington, s.s., 202 tons, M. Carey, from Southern ports. Passengers—Saloon: Mesdames Linklater, Mowat, Kelly and son, Saunders, Curtis, Rose, Cooke; Messrs Bainbridge, Nicholas, Phillips, Mackay, Mearns, and 3 for the North; 18 in the steerage. Ladybird, s.s., 524 tons, Andrew, from Northern ports. Passengers—Saloon: Mrs Calder, Mr and Mrs Fitzgerald, Miss Gibbs; Messrs Marshall, Keeling, Jones, Ross and 7 for the South; 14 steerage. Fleece, ship, from London. The barque Silvery Wave arrived yesterday. Passengers: Mrs Hansen, Mr and Mrs Morrison, Mr Ray, and 12 in the second cabin. Coleridge, brig, from Newcastle. Cargo 280 tons coal. Emma, schooner, from Mercury Bay with timber. Kennedy, s.s., 84 tons, from the West Coast. Taupo, s.s., from Napier. Orwell, cutter, from Mana, with cargo of lime and stone.: [4, 518, 155, 595]
customs-item: Tea: [164, 77, 173, 83]
sailed-heading: SAILED.: [62, 239, 96, 246]
shipping-more-2: JUNE 24.—Wellington, s.s., 202 tons, M. Carey, from Southern ports. Passengers—Saloon: Mesdames Linklater, Mowat, Kelly and son, Saunders, Curtis, Rose, Cooke; Messrs Bainbridge, Nicholas, Phillips, Mackay, Mearns, and 3 for the North; 18 in the steerage. Ladybird, s.s., 524 tons, Andrew, from Northern ports. Passengers—Saloon: Mrs Calder, Mr and Mrs Fitzgerald, Miss Gibbs; Messrs Marshall, Keeling, Jones, Ross and 7 for the South; 14 steerage. Fleece, ship, from London. The barque Silvery Wave arrived yesterday. Passengers: Mrs Hansen, Mr and Mrs Morrison, Mr Ray, and 12 in the second cabin. Coleridge, brig, from Newcastle. Cargo 280 tons coal. Emma, schooner, from Mercury Bay with timber. Kennedy, s.s., 84 tons, from the West Coast. Taupo, s.s., from Napier. Orwell, cutter, from Mana, with cargo of lime and stone.: [4, 1037, 155, 1114]
customs-item: Spirits: [164, 61, 180, 66]
supreme-text-4: His Honor took his seat on the bench at 11 o'clock. YOUNG v. THOMSON. In this action judgment was given for the plaintiff with costs. His Honor delivered judgment in this case, which was an appeal from the Resident Magistrate's Court, Wellington, in an action for the recovery of tolls.: [800, 260, 949, 288]
tenders-heading: TENDERS FOR CARTAGE.: [983, 166, 1084, 172]
telegraphic-heading: TELEGRAPHIC NEWS.: [650, 171, 781, 181]
customs-item: Wine: [164, 66, 176, 72]
supreme-sub: (Before his Honor the Chief Justice.): [832, 164, 917, 170]
customs-item: Tobacco and cigars: [164, 72, 209, 77]
mail-title: THE NEW ZEALAND MAIL.: [337, 148, 458, 157]
